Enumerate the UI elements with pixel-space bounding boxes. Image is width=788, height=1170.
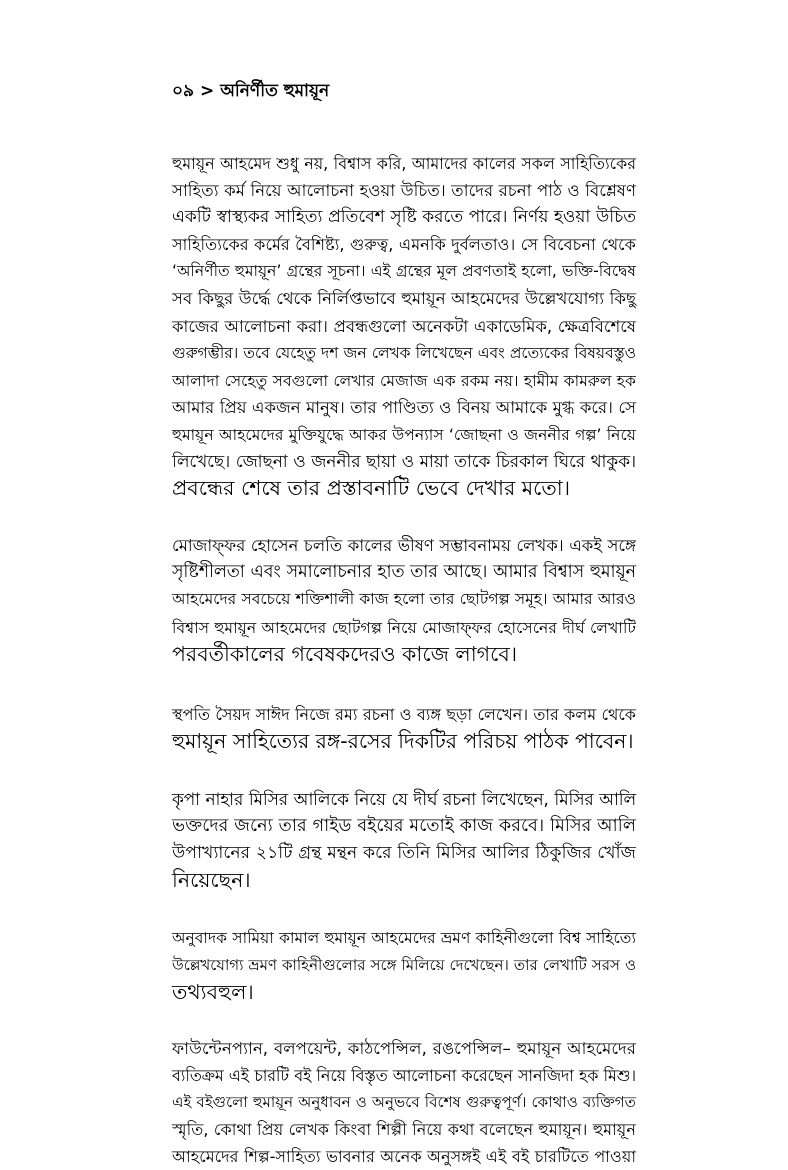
text-line: একটি স্বাস্থ্যকর সাহিত্য প্রতিবেশ সৃষ্টি করতে পারে। নির্ণয় হওয়া উচিত (172, 207, 636, 228)
header-separator: > (200, 81, 215, 101)
text-line: স্থপতি সৈয়দ সাঈদ নিজে রম্য রচনা ও ব্যঙ্গ ছড়া লেখেন। তার কলম থেকে (172, 704, 636, 724)
text-line: কৃপা নাহার মিসির আলিকে নিয়ে যে দীর্ঘ রচনা লিখেছেন, মিসির আলি (172, 788, 636, 809)
text-line: তথ্যবহুল। (172, 980, 254, 1005)
text-line: হুমায়ূন আহমেদ শুধু নয়, বিশ্বাস করি, আমাদের কালের সকল সাহিত্যিকের (172, 154, 636, 173)
paragraph-samia (172, 925, 636, 1006)
text-line: আহমেদের সবচেয়ে শক্তিশালী কাজ হলো তার ছোটগল্প সমূহ। আমার আরও (172, 590, 636, 609)
text-line: ফাউন্টেনপ্যান, বলপয়েন্ট, কাঠপেন্সিল, রঙপেন্সিল– হুমায়ূন আহমেদের (172, 1038, 636, 1058)
text-line: উপাখ্যানের ২১টি গ্রন্থ মন্থন করে তিনি মিসির আলির ঠিকুজির খোঁজ (172, 843, 636, 864)
text-line: আমার প্রিয় একজন মানুষ। তার পাণ্ডিত্য ও বিনয় আমাকে মুগ্ধ করে। সে (172, 397, 636, 417)
text-line: সাহিত্যিকের কর্মের বৈশিষ্ট্য, গুরুত্ব, এমনকি দুর্বলতাও। সে বিবেচনা থেকে (172, 235, 636, 255)
text-line: প্রবন্ধের শেষে তার প্রস্তাবনাটি ভেবে দেখার মতো। (172, 476, 571, 501)
running-header (172, 78, 329, 106)
paragraph-mozaffar (172, 532, 636, 667)
text-line: ব্যতিক্রম এই চারটি বই নিয়ে বিস্তৃত আলোচনা করেছেন সানজিদা হক মিশু। (172, 1065, 636, 1085)
text-line: স্মৃতি, কোথা প্রিয় লেখক কিংবা শিল্পী নিয়ে কথা বলেছেন হুমায়ূন। হুমায়ূন (172, 1119, 636, 1139)
text-line: সাহিত্য কর্ম নিয়ে আলোচনা হওয়া উচিত। তাদের রচনা পাঠ ও বিশ্লেষণ (172, 181, 636, 201)
text-line: উল্লেখযোগ্য ভ্রমণ কাহিনীগুলোর সঙ্গে মিলিয়ে দেখেছেন। তার লেখাটি সরস ও (172, 956, 636, 975)
text-line: সব কিছুর উর্দ্ধে থেকে নির্লিপ্তভাবে হুমায়ূন আহমেদের উল্লেখযোগ্য কিছু (172, 289, 636, 309)
paragraph-kripa (172, 786, 636, 894)
text-line: পরবর্তীকালের গবেষকদেরও কাজে লাগবে। (172, 641, 518, 666)
text-line: আলাদা সেহেতু সবগুলো লেখার মেজাজ এক রকম নয়। হামীম কামরুল হক (172, 370, 636, 390)
body-text (172, 150, 636, 1170)
text-line: অনুবাদক সামিয়া কামাল হুমায়ূন আহমেদের ভ্রমণ কাহিনীগুলো বিশ্ব সাহিত্যে (172, 929, 636, 948)
text-line: গুরুগম্ভীর। তবে যেহেতু দশ জন লেখক লিখেছেন এবং প্রত্যেকের বিষয়বস্তুও (172, 343, 636, 362)
text-line: ভক্তদের জন্যে তার গাইড বইয়ের মতোই কাজ করবে। মিসির আলি (172, 815, 636, 836)
page-number: ০৯ (172, 81, 195, 101)
text-line: এই বইগুলো হুমায়ূন অনুধাবন ও অনুভবে বিশেষ গুরুত্বপূর্ণ। কোথাও ব্যক্তিগত (172, 1092, 636, 1111)
text-line: সৃষ্টিশীলতা এবং সমালোচনার হাত তার আছে। আমার বিশ্বাস হুমায়ূন (172, 562, 636, 583)
text-line: ‘অনির্ণীত হুমায়ূন’ গ্রন্থের সূচনা। এই গ্রন্থের মূল প্রবণতাই হলো, ভক্তি-বিদ্বেষ (172, 262, 636, 281)
paragraph-sanjida (172, 1035, 636, 1170)
text-line: হুমায়ূন সাহিত্যের রঙ্গ-রসের দিকটির পরিচয় পাঠক পাবেন। (172, 728, 634, 753)
paragraph-sayeed (172, 701, 636, 755)
book-title: অনির্ণীত হুমায়ূন (220, 81, 330, 101)
text-line: লিখেছে। জোছনা ও জননীর ছায়া ও মায়া তাকে চিরকাল ঘিরে থাকুক। (172, 451, 636, 472)
text-line: হুমায়ূন আহমেদের মুক্তিযুদ্ধে আকর উপন্যাস ‘জোছনা ও জননীর গল্প’ নিয়ে (172, 424, 636, 444)
text-line: বিশ্বাস হুমায়ূন আহমেদের ছোটগল্প নিয়ে মোজাফ্ফর হোসেনের দীর্ঘ লেখাটি (172, 617, 636, 637)
paragraph-intro (172, 150, 636, 502)
text-line: আহমেদের শিল্প-সাহিত্য ভাবনার অনেক অনুসঙ্গই এই বই চারটিতে পাওয়া (172, 1146, 636, 1166)
text-line: নিয়েছেন। (172, 868, 251, 893)
text-line: কাজের আলোচনা করা। প্রবন্ধগুলো অনেকটা একাডেমিক, ক্ষেত্রবিশেষে (172, 316, 636, 336)
text-line: মোজাফ্ফর হোসেন চলতি কালের ভীষণ সম্ভাবনাময় লেখক। একই সঙ্গে (172, 536, 636, 556)
